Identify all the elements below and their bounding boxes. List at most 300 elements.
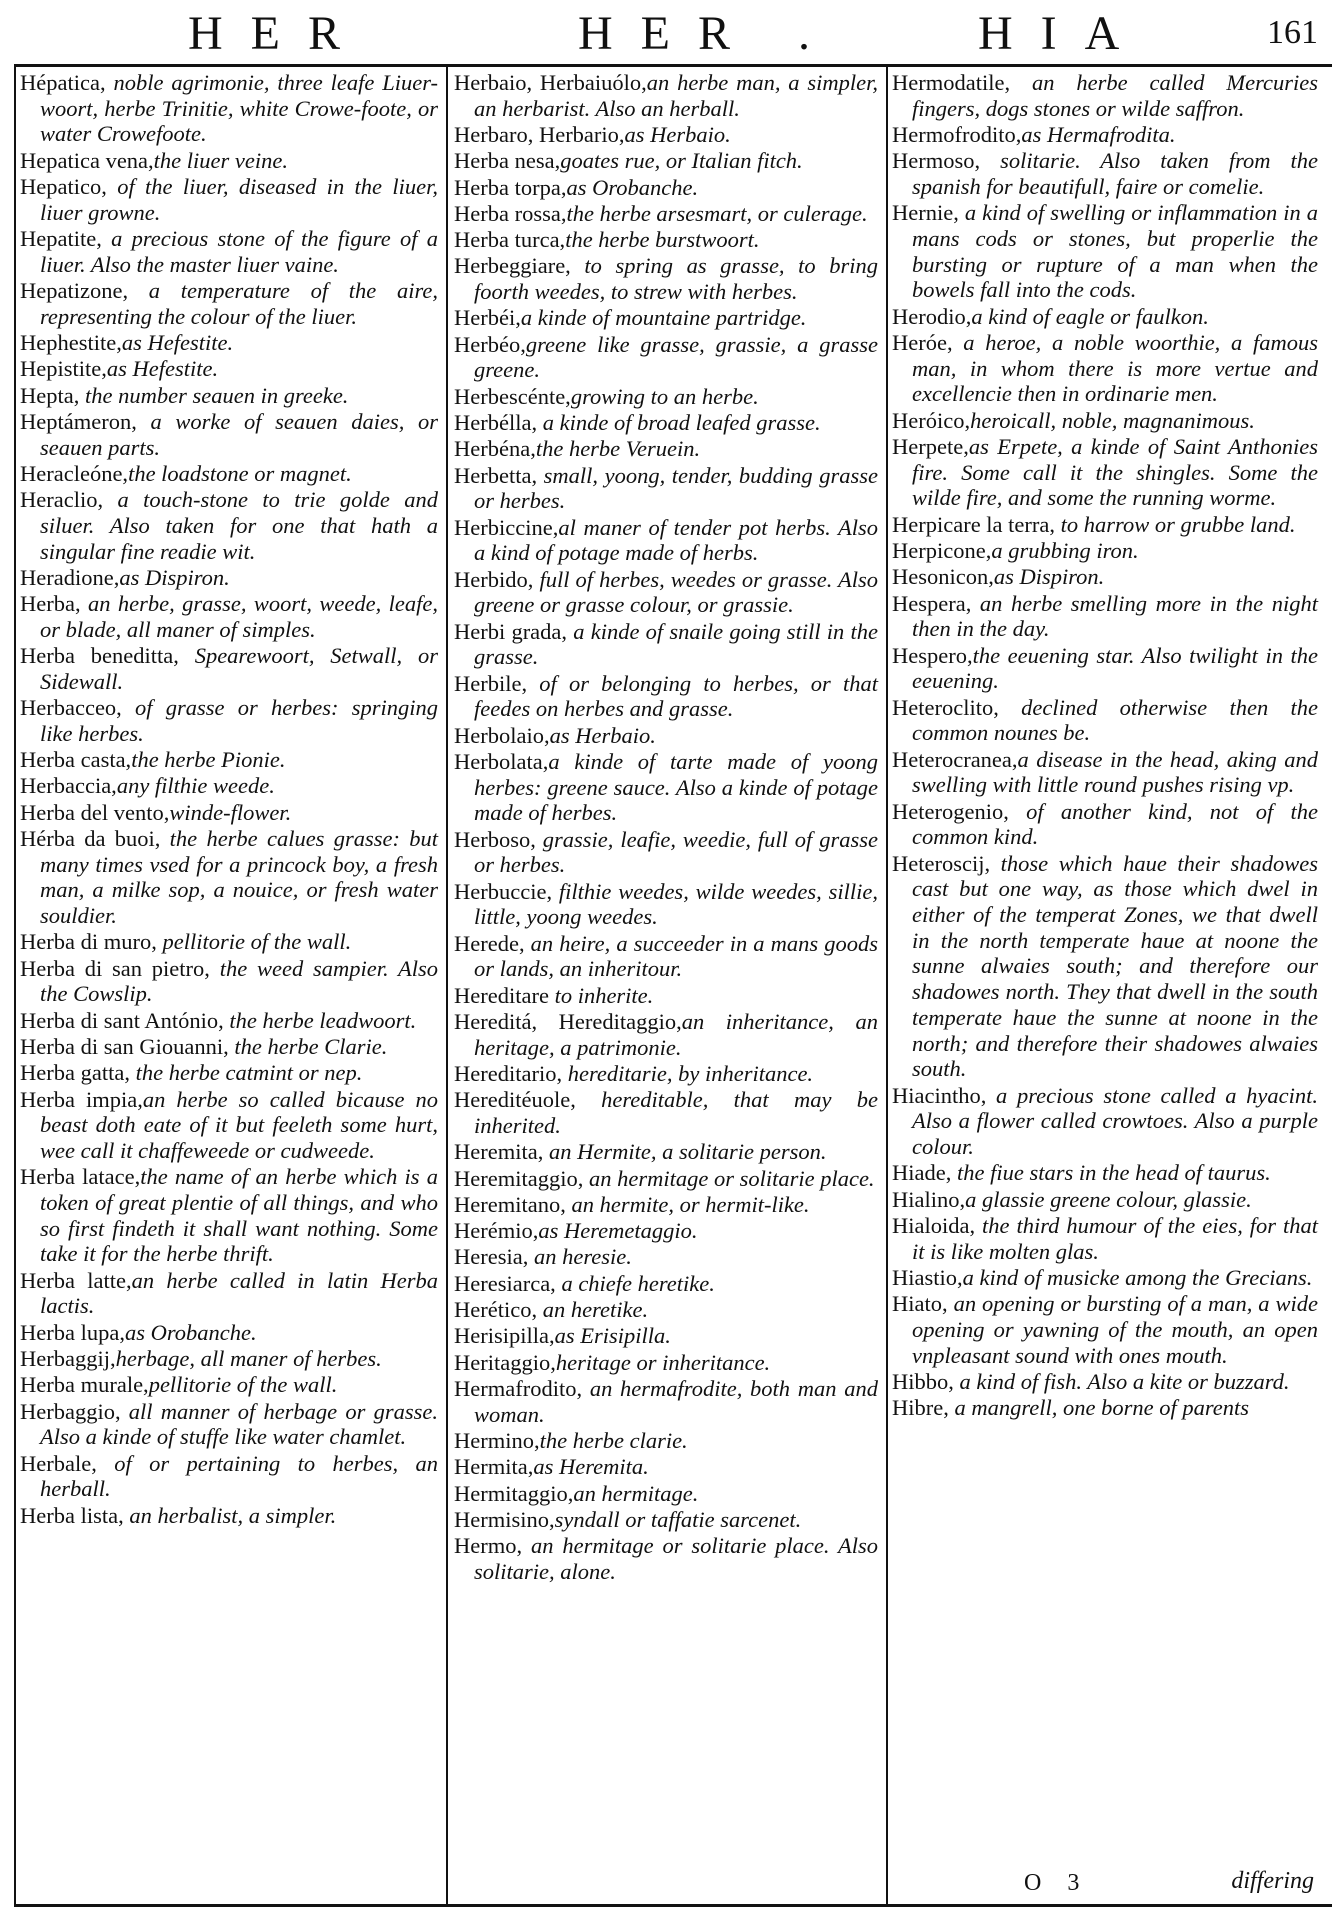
dictionary-entry [454, 1481, 878, 1507]
dictionary-entry [892, 538, 1318, 564]
entry-headword: Herba gatta, [20, 1060, 130, 1086]
entry-definition: an herbe man, a simpler, an herbarist. Also an herball. [474, 70, 878, 121]
entry-definition: a kinde of mountaine partridge. [520, 305, 807, 331]
dictionary-entry [20, 174, 438, 225]
entry-headword: Herbéo, [454, 331, 526, 357]
entry-definition: the herbe catmint or nep. [129, 1060, 363, 1086]
entry-headword: Herba lista, [20, 1502, 124, 1528]
entry-headword: Heptámeron, [20, 408, 137, 434]
entry-definition: as Hefestite. [121, 330, 234, 355]
entry-headword: Herbaio, Herbaiuólo, [454, 70, 647, 95]
entry-headword: Hialino, [892, 1186, 966, 1212]
entry-headword: Hepta, [20, 382, 80, 408]
entry-headword: Herbaggio, [20, 1398, 121, 1424]
entry-headword: Herémio, [454, 1218, 539, 1244]
entry-headword: Heracleóne, [20, 460, 129, 486]
dictionary-entry [892, 434, 1318, 511]
dictionary-entry [20, 1060, 438, 1086]
entry-headword: Hespera, [892, 590, 972, 616]
dictionary-entry [20, 1164, 438, 1267]
entry-definition: the herbe leadwoort. [223, 1007, 417, 1033]
dictionary-entry [454, 332, 878, 383]
dictionary-entry [20, 356, 438, 382]
left-border-rule [14, 64, 16, 1906]
entry-definition: an hermafrodite, both man and woman. [474, 1375, 878, 1427]
column-2 [454, 70, 878, 1585]
entry-definition: of or belonging to herbes, or that feedes on herbes and grasse. [474, 670, 878, 722]
dictionary-entry [454, 253, 878, 304]
entry-definition: noble agrimonie, three leafe Liuer-woort, herbe Trinitie, white Crowe-foote, or water Crowefoote. [40, 70, 438, 147]
signature-mark: O 3 [1024, 1870, 1090, 1896]
entry-headword: Heremita, [454, 1139, 544, 1165]
entry-headword: Herbetta, [454, 462, 538, 488]
entry-headword: Herbéna, [454, 436, 536, 462]
dictionary-entry [454, 384, 878, 410]
entry-headword: Herboso, [454, 826, 536, 852]
dictionary-entry [20, 1320, 438, 1346]
dictionary-entry [892, 1265, 1318, 1291]
entry-definition: as Hefestite. [106, 356, 219, 382]
dictionary-entry [454, 567, 878, 618]
dictionary-entry [454, 1087, 878, 1138]
dictionary-entry [20, 773, 438, 799]
dictionary-entry [892, 512, 1318, 538]
entry-definition: the fiue stars in the head of taurus. [951, 1160, 1271, 1186]
entry-headword: Herisipilla, [454, 1323, 555, 1349]
dictionary-entry [454, 1139, 878, 1165]
entry-definition: small, yoong, tender, budding grasse or herbes. [474, 462, 878, 514]
entry-headword: Hepatica vena, [20, 147, 154, 173]
entry-headword: Heterogenio, [892, 798, 1009, 824]
dictionary-entry [454, 436, 878, 462]
dictionary-entry [454, 227, 878, 253]
entry-definition: heroicall, noble, magnanimous. [970, 407, 1255, 433]
dictionary-entry [20, 643, 438, 694]
running-head-right: HIA [978, 7, 1148, 60]
entry-headword: Herbescénte, [454, 383, 571, 409]
dictionary-entry [20, 1268, 438, 1319]
dictionary-entry [20, 695, 438, 746]
entry-headword: Herba lupa, [20, 1319, 125, 1345]
entry-definition: an herbe smelling more in the night then in the day. [912, 590, 1318, 642]
entry-definition: a worke of seauen daies, or seauen parts. [40, 408, 438, 460]
entry-headword: Heteroscij, [892, 850, 991, 876]
entry-headword: Hermofrodito, [892, 122, 1022, 147]
entry-headword: Heremitaggio, [454, 1165, 584, 1191]
entry-headword: Herético, [454, 1297, 538, 1323]
entry-headword: Heremitano, [454, 1191, 566, 1217]
entry-definition: heritage or inheritance. [555, 1349, 771, 1375]
dictionary-entry [454, 175, 878, 201]
dictionary-entry [20, 226, 438, 277]
entry-definition: a mangrell, one borne of parents [948, 1395, 1250, 1421]
dictionary-entry [454, 1428, 878, 1454]
dictionary-entry [892, 148, 1318, 199]
entry-definition: an herbe, grasse, woort, weede, leafe, or blade, all maner of simples. [40, 591, 438, 642]
entry-headword: Herbiccine, [454, 514, 559, 540]
entry-headword: Hialoida, [892, 1212, 976, 1238]
entry-headword: Herba di san Giouanni, [20, 1034, 229, 1060]
entry-headword: Hernie, [892, 200, 959, 226]
entry-definition: a glassie greene colour, glassie. [965, 1186, 1252, 1212]
dictionary-entry [454, 931, 878, 982]
entry-definition: an inheritance, an heritage, a patrimonie. [474, 1008, 878, 1060]
dictionary-entry [892, 200, 1318, 303]
entry-definition: of or pertaining to herbes, an herball. [40, 1450, 438, 1502]
entry-headword: Hiade, [892, 1160, 952, 1186]
entry-definition: as Herbaio. [624, 122, 731, 147]
entry-definition: a precious stone of the figure of a liuer. Also the master liuer vaine. [40, 226, 438, 277]
dictionary-entry [20, 148, 438, 174]
entry-definition: as Erisipilla. [554, 1323, 671, 1349]
entry-definition: the number seauen in greeke. [79, 382, 349, 408]
entry-headword: Hereditéuole, [454, 1087, 576, 1113]
entry-definition: as Hermafrodita. [1021, 122, 1176, 147]
entry-definition: goates rue, or Italian fitch. [560, 148, 803, 174]
entry-definition: a chiefe heretike. [555, 1270, 715, 1296]
entry-headword: Hepatico, [20, 174, 107, 199]
entry-definition: an hermite, or hermit-like. [565, 1191, 810, 1217]
entry-definition: pellitorie of the wall. [148, 1372, 338, 1398]
entry-definition: any filthie weede. [116, 773, 275, 799]
dictionary-entry [892, 304, 1318, 330]
dictionary-entry [454, 619, 878, 670]
dictionary-entry [20, 1372, 438, 1398]
dictionary-entry [20, 409, 438, 460]
entry-definition: a grubbing iron. [991, 538, 1139, 563]
dictionary-entry [454, 879, 878, 930]
footer-rule [14, 1904, 1332, 1907]
entry-definition: the herbe Veruein. [535, 436, 701, 462]
entry-headword: Hiato, [892, 1291, 948, 1317]
entry-headword: Herede, [454, 930, 525, 956]
column-divider-1 [446, 64, 448, 1906]
entry-definition: as Heremetaggio. [538, 1218, 698, 1244]
catchword: differing [1231, 1868, 1314, 1894]
dictionary-entry [454, 1376, 878, 1427]
dictionary-entry [20, 929, 438, 955]
entry-headword: Herpicone, [892, 538, 992, 563]
dictionary-entry [20, 826, 438, 929]
entry-definition: the herbe calues grasse: but many times vsed for a princock boy, a fresh man, a milke sop, a nouice, or fresh water souldier. [40, 826, 438, 929]
entry-headword: Herbido, [454, 566, 534, 592]
entry-headword: Hermita, [454, 1454, 534, 1480]
entry-headword: Herpete, [892, 434, 969, 459]
dictionary-entry [892, 1369, 1318, 1395]
entry-definition: an herbe so called bicause no beast doth eate of it but feeleth some hurt, wee call it chaffeweede or cudweede. [40, 1086, 438, 1164]
dictionary-entry [20, 591, 438, 642]
entry-definition: an Hermite, a solitarie person. [543, 1139, 827, 1165]
dictionary-entry [892, 695, 1318, 746]
entry-headword: Heresia, [454, 1244, 529, 1270]
dictionary-entry [454, 148, 878, 174]
dictionary-entry [892, 408, 1318, 434]
dictionary-entry [892, 643, 1318, 694]
entry-headword: Hiastio, [892, 1264, 963, 1290]
entry-definition: to inherite. [548, 982, 654, 1008]
entry-definition: a kinde of tarte made of yoong herbes: greene sauce. Also a kinde of potage made of herbes. [474, 748, 878, 826]
entry-headword: Herpicare la terra, [892, 511, 1056, 537]
entry-definition: an heresie. [528, 1244, 632, 1270]
entry-definition: the herbe clarie. [539, 1427, 688, 1453]
entry-headword: Herbacceo, [20, 695, 122, 721]
entry-headword: Herba beneditta, [20, 643, 179, 669]
entry-definition: filthie weedes, wilde weedes, sillie, little, yoong weedes. [474, 878, 878, 930]
entry-definition: growing to an herbe. [570, 383, 759, 409]
entry-definition: an hermitage or solitarie place. Also solitarie, alone. [474, 1533, 878, 1584]
dictionary-entry [20, 565, 438, 591]
entry-headword: Herbolaio, [454, 722, 550, 748]
entry-definition: an herbe called Mercuries fingers, dogs stones or wilde saffron. [912, 70, 1318, 121]
dictionary-entry [20, 383, 438, 409]
entry-definition: a temperature of the aire, representing the colour of the liuer. [40, 278, 438, 329]
entry-definition: an heire, a succeeder in a mans goods or lands, an inheritour. [474, 930, 878, 982]
dictionary-entry [20, 330, 438, 356]
entry-definition: a kind of swelling or inflammation in a mans cods or stones, but properlie the bursting or rupture of a man when the bowels fall into the cods. [912, 200, 1318, 303]
entry-definition: Spearewoort, Setwall, or Sidewall. [40, 643, 438, 694]
entry-headword: Hibbo, [892, 1368, 954, 1394]
entry-headword: Herbaggij, [20, 1346, 116, 1372]
entry-headword: Hespero, [892, 642, 973, 668]
dictionary-entry [20, 800, 438, 826]
entry-definition: full of herbes, weedes or grasse. Also greene or grasse colour, or grassie. [474, 566, 878, 618]
entry-headword: Hermitaggio, [454, 1480, 574, 1506]
dictionary-entry [20, 487, 438, 564]
entry-headword: Heritaggio, [454, 1349, 556, 1375]
entry-headword: Herba, [20, 591, 81, 617]
entry-definition: to spring as grasse, to bring foorth weedes, to strew with herbes. [474, 253, 878, 305]
entry-definition: the loadstone or magnet. [128, 460, 352, 486]
entry-headword: Hibre, [892, 1395, 949, 1421]
entry-headword: Hesonicon, [892, 564, 994, 590]
entry-headword: Herbaccia, [20, 773, 117, 799]
entry-definition: an hermitage. [573, 1480, 699, 1506]
column-1 [20, 70, 438, 1529]
dictionary-entry [454, 1507, 878, 1533]
dictionary-entry [454, 1061, 878, 1087]
entry-headword: Herba latace, [20, 1164, 141, 1190]
entry-headword: Hiacintho, [892, 1082, 987, 1108]
dictionary-entry [20, 747, 438, 773]
dictionary-entry [892, 122, 1318, 148]
entry-headword: Herba torpa, [454, 174, 567, 200]
dictionary-entry [454, 1533, 878, 1584]
entry-headword: Herba di san pietro, [20, 955, 210, 981]
entry-headword: Hepistite, [20, 356, 107, 382]
entry-definition: as Heremita. [533, 1454, 649, 1480]
entry-definition: an herbe called in latin Herba lactis. [40, 1267, 438, 1319]
entry-headword: Hermino, [454, 1427, 540, 1453]
entry-headword: Heróe, [892, 330, 953, 355]
entry-definition: a disease in the head, aking and swelling with little round pushes rising vp. [912, 746, 1318, 798]
dictionary-entry [892, 1160, 1318, 1186]
entry-headword: Herba impia, [20, 1086, 143, 1112]
entry-headword: Hermisino, [454, 1506, 555, 1532]
entry-headword: Herbi grada, [454, 618, 568, 644]
entry-definition: the liuer veine. [153, 147, 288, 173]
entry-definition: the herbe Clarie. [228, 1034, 388, 1060]
entry-definition: declined otherwise then the common nounes be. [912, 694, 1318, 746]
entry-definition: syndall or taffatie sarcenet. [554, 1506, 802, 1532]
dictionary-entry [454, 1218, 878, 1244]
entry-definition: solitarie. Also taken from the spanish for beautifull, faire or comelie. [912, 148, 1318, 199]
entry-definition: herbage, all maner of herbes. [115, 1346, 382, 1372]
entry-definition: pellitorie of the wall. [156, 929, 352, 955]
dictionary-entry [454, 1297, 878, 1323]
dictionary-entry [20, 956, 438, 1007]
entry-definition: hereditarie, by inheritance. [562, 1060, 814, 1086]
dictionary-entry [454, 723, 878, 749]
dictionary-entry [892, 1187, 1318, 1213]
entry-definition: as Herbaio. [549, 722, 656, 748]
entry-headword: Herbolata, [454, 748, 549, 774]
entry-definition: a touch-stone to trie golde and siluer. Also taken for one that hath a singular fine readie wit. [40, 487, 438, 564]
entry-headword: Heraclio, [20, 487, 104, 513]
dictionary-entry [20, 1346, 438, 1372]
entry-headword: Hereditare [454, 982, 549, 1008]
entry-headword: Herbile, [454, 670, 528, 696]
entry-definition: an heretike. [537, 1297, 649, 1323]
entry-headword: Hephestite, [20, 330, 122, 355]
entry-definition: a kinde of snaile going still in the grasse. [474, 618, 878, 670]
dictionary-entry [454, 1454, 878, 1480]
entry-headword: Herba latte, [20, 1267, 132, 1293]
dictionary-entry [892, 1213, 1318, 1264]
running-head-left: HER [188, 7, 368, 60]
entry-headword: Hérba da buoi, [20, 826, 161, 852]
entry-definition: as Dispiron. [993, 564, 1105, 590]
entry-headword: Heteroclito, [892, 694, 999, 720]
entry-headword: Herbuccie, [454, 878, 553, 904]
entry-headword: Hepatizone, [20, 278, 129, 303]
dictionary-entry [454, 1192, 878, 1218]
entry-definition: a kind of eagle or faulkon. [971, 303, 1209, 329]
entry-definition: of the liuer, diseased in the liuer, liuer growne. [40, 174, 438, 225]
entry-headword: Hermodatile, [892, 70, 1011, 95]
dictionary-entry [20, 1008, 438, 1034]
dictionary-entry [892, 747, 1318, 798]
entry-definition: as Orobanche. [124, 1319, 257, 1345]
entry-headword: Herba del vento, [20, 799, 170, 825]
entry-headword: Heróico, [892, 407, 971, 433]
entry-headword: Hepatite, [20, 226, 102, 251]
dictionary-entry [20, 70, 438, 147]
dictionary-entry [20, 1399, 438, 1450]
entry-definition: grassie, leafie, weedie, full of grasse or herbes. [474, 826, 878, 878]
entry-definition: a kind of fish. Also a kite or buzzard. [953, 1368, 1290, 1394]
dictionary-entry [20, 1503, 438, 1529]
entry-definition: the herbe arsesmart, or culerage. [566, 200, 868, 226]
entry-headword: Herba murale, [20, 1372, 149, 1398]
entry-headword: Herba nesa, [454, 148, 561, 174]
dictionary-entry [454, 410, 878, 436]
dictionary-entry [892, 799, 1318, 850]
entry-headword: Heradione, [20, 564, 120, 590]
dictionary-entry [20, 278, 438, 329]
dictionary-entry [892, 851, 1318, 1082]
dictionary-entry [454, 671, 878, 722]
entry-headword: Herbéi, [454, 305, 521, 331]
entry-definition: greene like grasse, grassie, a grasse greene. [474, 331, 878, 383]
entry-definition: the name of an herbe which is a token of great plentie of all things, and who so first findeth it shall want nothing. Some take it for the herbe thrift. [40, 1164, 438, 1267]
dictionary-entry [20, 1034, 438, 1060]
dictionary-entry [892, 1083, 1318, 1160]
dictionary-entry [454, 1166, 878, 1192]
dictionary-entry [892, 70, 1318, 121]
entry-definition: a kind of musicke among the Grecians. [962, 1264, 1313, 1290]
entry-definition: those which haue their shadowes cast but one way, as those which dwel in either of the temperat Zones, we that dwell in the north temperate haue at noone the sunne alwaies south; and therefore our shadowes north. They that dwell in the south temperate haue the sunne at noone in the north; and therefore their shadowes alwaies south. [912, 850, 1318, 1082]
dictionary-entry [454, 305, 878, 331]
entry-definition: of another kind, not of the common kind. [912, 798, 1318, 850]
entry-definition: the herbe Pionie. [131, 747, 286, 773]
entry-headword: Herbaro, Herbario, [454, 122, 625, 147]
entry-headword: Herbale, [20, 1450, 97, 1476]
entry-definition: the weed sampier. Also the Cowslip. [40, 955, 438, 1007]
dictionary-entry [20, 1451, 438, 1502]
entry-definition: the herbe burstwoort. [565, 227, 760, 253]
entry-definition: hereditable, that may be inherited. [474, 1087, 878, 1138]
entry-headword: Heterocranea, [892, 746, 1018, 772]
entry-definition: the eeuening star. Also twilight in the eeuening. [912, 642, 1318, 694]
entry-definition: an hermitage or solitarie place. [583, 1165, 875, 1191]
entry-definition: an opening or bursting of a man, a wide opening or yawning of the mouth, an open vnpleasant sound with ones mouth. [912, 1291, 1318, 1368]
entry-definition: winde-flower. [169, 799, 292, 825]
dictionary-entry [454, 70, 878, 121]
column-divider-2 [886, 64, 888, 1906]
entry-headword: Hereditario, [454, 1060, 563, 1086]
entry-definition: an herbalist, a simpler. [123, 1502, 337, 1528]
dictionary-entry [454, 749, 878, 826]
entry-headword: Herba casta, [20, 747, 132, 773]
running-header [18, 6, 1330, 64]
entry-headword: Hermoso, [892, 148, 981, 174]
entry-headword: Hermo, [454, 1533, 523, 1559]
entry-headword: Herba di sant António, [20, 1007, 224, 1033]
entry-headword: Herbeggiare, [454, 253, 571, 279]
entry-definition: as Erpete, a kinde of Saint Anthonies fire. Some call it the shingles. Some the wilde fire, and some the running worme. [912, 434, 1318, 511]
entry-headword: Herba turca, [454, 227, 566, 253]
dictionary-entry [454, 1244, 878, 1270]
dictionary-entry [20, 461, 438, 487]
dictionary-entry [892, 1395, 1318, 1421]
entry-headword: Hépatica, [20, 70, 106, 95]
entry-definition: the third humour of the eies, for that it is like molten glas. [912, 1212, 1318, 1264]
dictionary-entry [454, 515, 878, 566]
dictionary-entry [892, 330, 1318, 407]
entry-headword: Hermafrodito, [454, 1375, 583, 1401]
entry-headword: Herodio, [892, 303, 972, 329]
entry-definition: a kinde of broad leafed grasse. [537, 410, 821, 436]
page-footer [892, 1868, 1318, 1898]
entry-headword: Herba di muro, [20, 929, 157, 955]
column-3 [892, 70, 1318, 1421]
dictionary-entry [454, 827, 878, 878]
entry-definition: a precious stone called a hyacint. Also a flower called crowtoes. Also a purple colour. [912, 1082, 1318, 1159]
dictionary-entry [454, 463, 878, 514]
dictionary-entry [454, 983, 878, 1009]
dictionary-entry [892, 1291, 1318, 1368]
entry-definition: all manner of herbage or grasse. Also a kinde of stuffe like water chamlet. [40, 1398, 438, 1450]
entry-definition: as Orobanche. [566, 174, 699, 200]
header-rule [14, 64, 1332, 67]
running-head-center: HER . [578, 7, 838, 60]
entry-headword: Hereditá, Hereditaggio, [454, 1008, 682, 1034]
dictionary-entry [454, 1271, 878, 1297]
dictionary-entry [454, 201, 878, 227]
dictionary-entry [454, 1350, 878, 1376]
dictionary-entry [454, 122, 878, 148]
page-number: 161 [1267, 14, 1318, 51]
